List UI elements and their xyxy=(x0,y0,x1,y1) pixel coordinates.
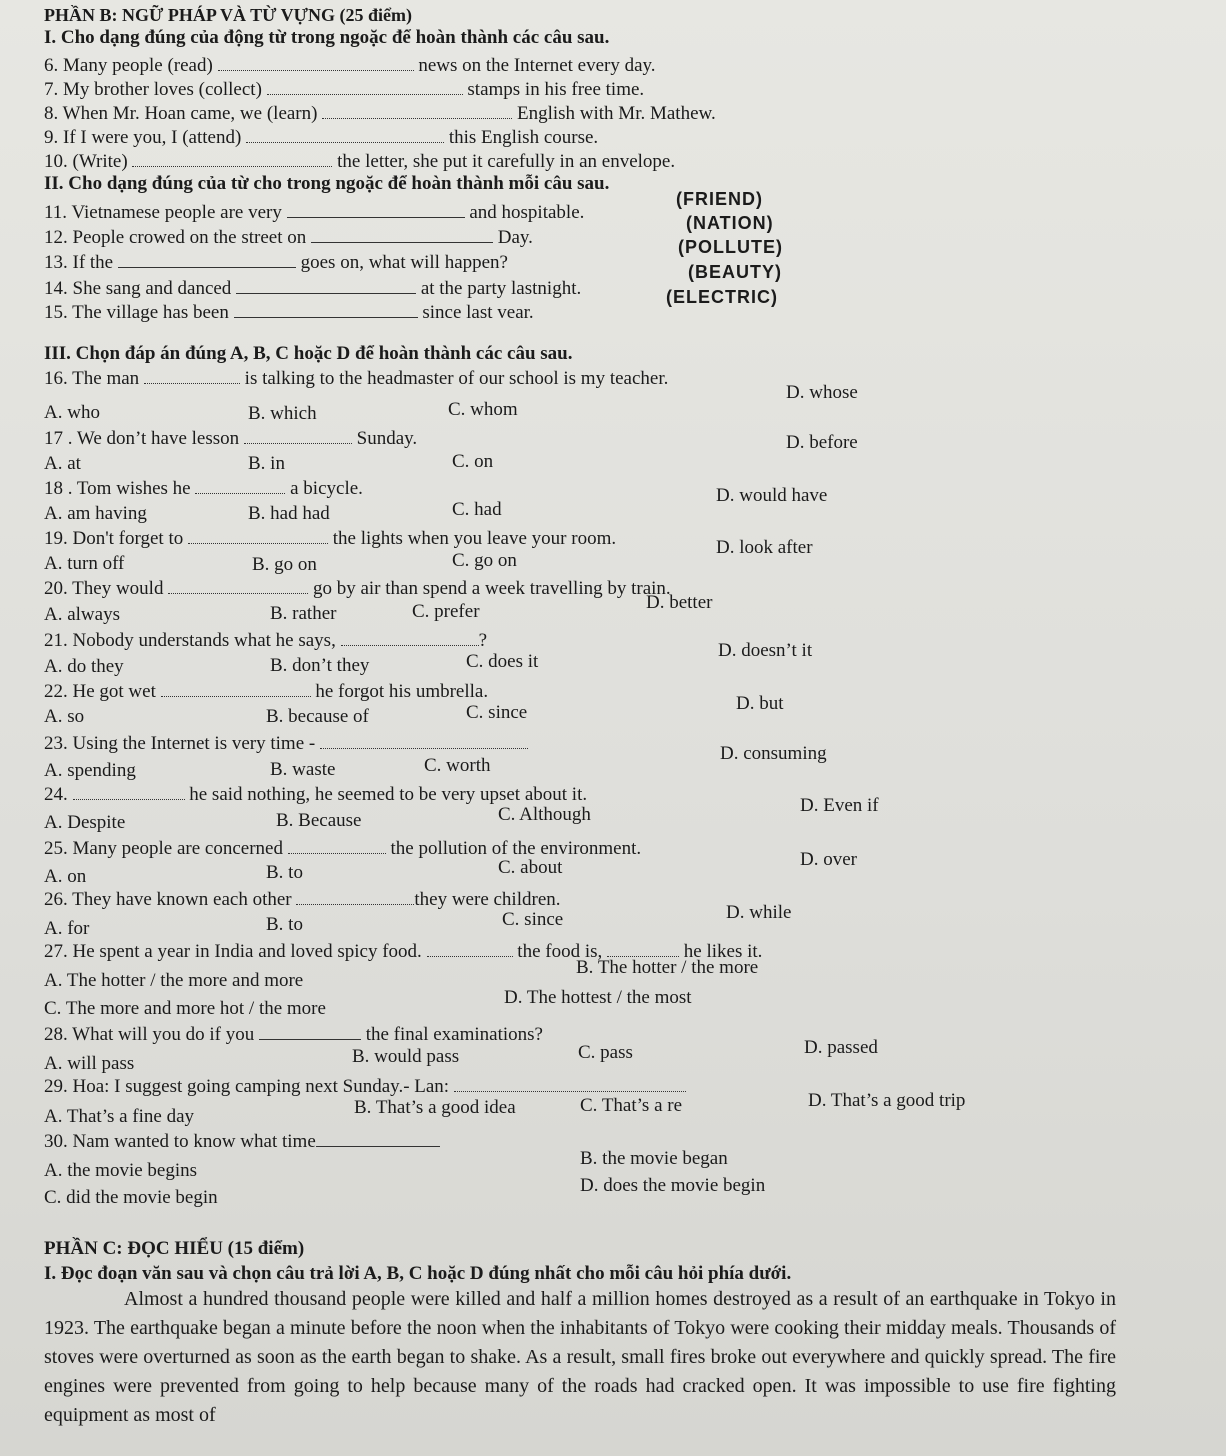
answer-blank[interactable] xyxy=(244,429,352,444)
answer-blank[interactable] xyxy=(73,785,185,800)
reading-passage: Almost a hundred thousand people were killed and half a million homes destroyed as a result of an earthquake in Tokyo in 1923. The earthquake began a minute before the noon when the inhabitants of Tokyo were cooking their midday meals. Thousands of stoves were overturned as soon as the earth began to shake. As a result, small fires broke out everywhere and quickly spread. The fire engines were prevented from going to help because many of the roads had cracked open. It was impossible to use fire fighting equipment as most of xyxy=(44,1288,1116,1426)
option-d[interactable]: D. consuming xyxy=(720,743,827,764)
option-a[interactable]: A. The hotter / the more and more xyxy=(44,970,304,991)
answer-blank[interactable] xyxy=(118,253,296,268)
option-b[interactable]: B. to xyxy=(266,914,303,935)
question-19: 19. Don't forget to the lights when you leave your room. xyxy=(44,528,617,549)
option-d[interactable]: D. doesn’t it xyxy=(718,640,813,661)
answer-blank[interactable] xyxy=(132,152,332,167)
option-b[interactable]: B. don’t they xyxy=(270,655,370,676)
question-29: 29. Hoa: I suggest going camping next Sunday.- Lan: xyxy=(44,1076,686,1098)
option-a[interactable]: A. the movie begins xyxy=(44,1160,198,1181)
option-a[interactable]: A. always xyxy=(44,604,120,625)
option-b[interactable]: B. had had xyxy=(248,503,330,524)
option-d[interactable]: D. The hottest / the most xyxy=(504,987,692,1008)
answer-blank[interactable] xyxy=(322,104,512,119)
option-c[interactable]: C. Although xyxy=(498,804,591,825)
answer-blank[interactable] xyxy=(267,80,463,95)
question-28: 28. What will you do if you the final examinations? xyxy=(44,1024,543,1045)
option-d[interactable]: D. look after xyxy=(716,537,813,558)
option-a[interactable]: A. That’s a fine day xyxy=(44,1106,195,1127)
option-b[interactable]: B. which xyxy=(248,403,317,424)
answer-blank[interactable] xyxy=(287,203,465,218)
question-12: 12. People crowed on the street on Day. xyxy=(44,227,533,248)
option-b[interactable]: B. in xyxy=(248,453,285,474)
option-c[interactable]: C. whom xyxy=(448,399,518,420)
answer-blank[interactable] xyxy=(236,279,416,294)
option-a[interactable]: A. am having xyxy=(44,503,147,524)
answer-blank[interactable] xyxy=(168,579,308,594)
option-a[interactable]: A. for xyxy=(44,918,90,939)
answer-blank[interactable] xyxy=(288,839,386,854)
answer-blank[interactable] xyxy=(454,1077,686,1092)
option-d[interactable]: D. over xyxy=(800,849,857,870)
answer-blank[interactable] xyxy=(311,228,493,243)
section-3-title: III. Chọn đáp án đúng A, B, C hoặc D để hoàn thành các câu sau. xyxy=(44,343,573,364)
question-16: 16. The man is talking to the headmaster of our school is my teacher. xyxy=(44,368,669,389)
option-c[interactable]: C. does it xyxy=(466,651,539,672)
question-6: 6. Many people (read) news on the Internet every day. xyxy=(44,55,656,76)
option-d[interactable]: D. but xyxy=(736,693,784,714)
section-2-title: II. Cho dạng đúng của từ cho trong ngoặc để hoàn thành mỗi câu sau. xyxy=(44,173,610,194)
answer-blank[interactable] xyxy=(195,479,285,494)
option-b[interactable]: B. would pass xyxy=(352,1046,460,1067)
question-20: 20. They would go by air than spend a week travelling by train. xyxy=(44,578,671,599)
option-c[interactable]: C. did the movie begin xyxy=(44,1187,218,1208)
option-c[interactable]: C. on xyxy=(452,451,494,472)
question-11: 11. Vietnamese people are very and hospitable. xyxy=(44,202,585,223)
option-d[interactable]: D. would have xyxy=(716,485,828,506)
part-b-title: PHẦN B: NGỮ PHÁP VÀ TỪ VỰNG (25 điểm) xyxy=(44,5,412,25)
question-25: 25. Many people are concerned the pollution of the environment. xyxy=(44,838,642,859)
word-cue-friend: (FRIEND) xyxy=(676,189,763,209)
answer-blank[interactable] xyxy=(607,942,679,957)
option-c[interactable]: C. worth xyxy=(424,755,491,776)
word-cue-beauty: (BEAUTY) xyxy=(688,262,782,282)
option-c[interactable]: C. prefer xyxy=(412,601,480,622)
option-d[interactable]: D. does the movie begin xyxy=(580,1175,766,1196)
option-d[interactable]: D. passed xyxy=(804,1037,878,1058)
answer-blank[interactable] xyxy=(316,1132,440,1147)
question-18: 18 . Tom wishes he a bicycle. xyxy=(44,478,363,499)
option-c[interactable]: C. about xyxy=(498,857,563,878)
option-a[interactable]: A. do they xyxy=(44,656,124,677)
answer-blank[interactable] xyxy=(161,682,311,697)
option-d[interactable]: D. whose xyxy=(786,382,858,403)
option-b[interactable]: B. go on xyxy=(252,554,317,575)
answer-blank[interactable] xyxy=(427,942,513,957)
option-b[interactable]: B. to xyxy=(266,862,303,883)
answer-blank[interactable] xyxy=(246,128,444,143)
answer-blank[interactable] xyxy=(234,303,418,318)
option-b[interactable]: B. The hotter / the more xyxy=(576,957,759,978)
question-14: 14. She sang and danced at the party lastnight. xyxy=(44,278,582,299)
option-b[interactable]: B. because of xyxy=(266,706,369,727)
part-c-title: PHẦN C: ĐỌC HIỂU (15 điểm) xyxy=(44,1238,305,1259)
question-23: 23. Using the Internet is very time - xyxy=(44,733,528,755)
option-c[interactable]: C. go on xyxy=(452,550,517,571)
option-c[interactable]: C. had xyxy=(452,499,502,520)
option-c[interactable]: C. since xyxy=(466,702,528,723)
option-b[interactable]: B. Because xyxy=(276,810,362,831)
option-a[interactable]: A. will pass xyxy=(44,1053,135,1074)
option-a[interactable]: A. so xyxy=(44,706,85,727)
option-a[interactable]: A. spending xyxy=(44,760,136,781)
option-c[interactable]: C. pass xyxy=(578,1042,633,1063)
option-d[interactable]: D. better xyxy=(646,592,713,613)
question-15: 15. The village has been since last vear. xyxy=(44,302,534,323)
reading-section-title: I. Đọc đoạn văn sau và chọn câu trả lời A, B, C hoặc D đúng nhất cho mỗi câu hỏi phía dưới. xyxy=(44,1263,792,1284)
option-c[interactable]: C. That’s a re xyxy=(580,1095,683,1116)
option-b[interactable]: B. That’s a good idea xyxy=(354,1097,516,1118)
option-a[interactable]: A. turn off xyxy=(44,553,125,574)
answer-blank[interactable] xyxy=(259,1025,361,1040)
option-d[interactable]: D. before xyxy=(786,432,858,453)
question-13: 13. If the goes on, what will happen? xyxy=(44,252,508,273)
option-a[interactable]: A. at xyxy=(44,453,81,474)
option-a[interactable]: A. on xyxy=(44,866,87,887)
word-cue-electric: (ELECTRIC) xyxy=(666,287,778,307)
option-b[interactable]: B. the movie began xyxy=(580,1148,728,1169)
question-22: 22. He got wet he forgot his umbrella. xyxy=(44,681,489,702)
option-d[interactable]: D. That’s a good trip xyxy=(808,1090,966,1111)
question-17: 17 . We don’t have lesson Sunday. xyxy=(44,428,418,449)
question-7: 7. My brother loves (collect) stamps in his free time. xyxy=(44,79,645,100)
question-8: 8. When Mr. Hoan came, we (learn) English with Mr. Mathew. xyxy=(44,103,716,124)
option-a[interactable]: A. Despite xyxy=(44,812,126,833)
option-d[interactable]: D. while xyxy=(726,902,792,923)
question-9: 9. If I were you, I (attend) this English course. xyxy=(44,127,599,148)
option-d[interactable]: D. Even if xyxy=(800,795,879,816)
question-21: 21. Nobody understands what he says, ? xyxy=(44,630,488,651)
question-30: 30. Nam wanted to know what time xyxy=(44,1131,440,1153)
option-b[interactable]: B. waste xyxy=(270,759,336,780)
answer-blank[interactable] xyxy=(218,56,414,71)
answer-blank[interactable] xyxy=(144,369,240,384)
section-1-title: I. Cho dạng đúng của động từ trong ngoặc để hoàn thành các câu sau. xyxy=(44,27,610,48)
word-cue-nation: (NATION) xyxy=(686,213,774,233)
answer-blank[interactable] xyxy=(296,890,414,905)
answer-blank[interactable] xyxy=(320,734,528,749)
word-cue-pollute: (POLLUTE) xyxy=(678,237,783,257)
option-b[interactable]: B. rather xyxy=(270,603,337,624)
option-c[interactable]: C. The more and more hot / the more xyxy=(44,998,326,1019)
option-a[interactable]: A. who xyxy=(44,402,100,423)
option-c[interactable]: C. since xyxy=(502,909,564,930)
answer-blank[interactable] xyxy=(188,529,328,544)
question-24: 24. he said nothing, he seemed to be very upset about it. xyxy=(44,784,588,805)
answer-blank[interactable] xyxy=(341,631,479,646)
question-10: 10. (Write) the letter, she put it carefully in an envelope. xyxy=(44,151,676,172)
question-27: 27. He spent a year in India and loved spicy food. the food is, he likes it. xyxy=(44,941,763,962)
question-26: 26. They have known each other they were children. xyxy=(44,889,561,910)
